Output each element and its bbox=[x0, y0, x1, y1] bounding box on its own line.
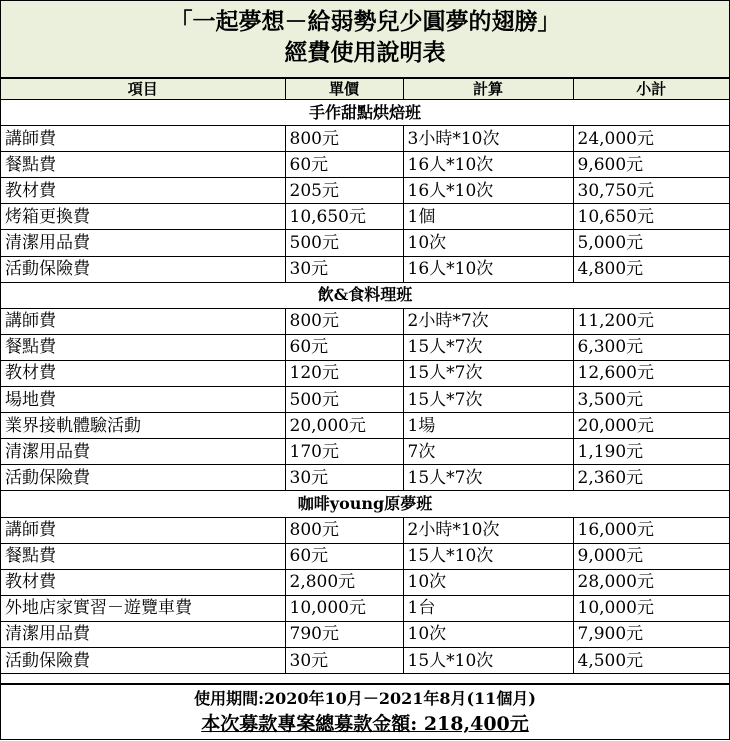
column-header: 計算 bbox=[403, 79, 573, 100]
unit-price-cell: 60元 bbox=[285, 152, 403, 178]
unit-price-cell: 60元 bbox=[285, 334, 403, 360]
subtotal-cell: 9,000元 bbox=[573, 543, 729, 569]
column-header: 單價 bbox=[285, 79, 403, 100]
subtotal-cell: 10,000元 bbox=[573, 595, 729, 621]
unit-price-cell: 800元 bbox=[285, 126, 403, 152]
calculation-cell: 10次 bbox=[403, 230, 573, 256]
subtotal-cell: 1,190元 bbox=[573, 439, 729, 465]
calculation-cell: 16人*10次 bbox=[403, 178, 573, 204]
unit-price-cell: 800元 bbox=[285, 517, 403, 543]
table-row bbox=[1, 439, 729, 465]
table-row bbox=[1, 413, 729, 439]
item-cell: 清潔用品費 bbox=[1, 439, 285, 465]
item-cell: 活動保險費 bbox=[1, 256, 285, 282]
section-title: 手作甜點烘焙班 bbox=[1, 100, 729, 126]
unit-price-cell: 30元 bbox=[285, 256, 403, 282]
item-cell: 活動保險費 bbox=[1, 465, 285, 491]
item-cell: 活動保險費 bbox=[1, 647, 285, 673]
calculation-cell: 16人*10次 bbox=[403, 152, 573, 178]
item-cell: 清潔用品費 bbox=[1, 621, 285, 647]
calculation-cell: 15人*10次 bbox=[403, 543, 573, 569]
budget-table bbox=[1, 78, 729, 674]
section-title: 飲&食料理班 bbox=[1, 282, 729, 308]
column-header: 項目 bbox=[1, 79, 285, 100]
unit-price-cell: 800元 bbox=[285, 308, 403, 334]
table-row bbox=[1, 204, 729, 230]
section-row bbox=[1, 491, 729, 517]
table-row bbox=[1, 569, 729, 595]
subtotal-cell: 11,200元 bbox=[573, 308, 729, 334]
subtotal-cell: 16,000元 bbox=[573, 517, 729, 543]
unit-price-cell: 790元 bbox=[285, 621, 403, 647]
table-row bbox=[1, 334, 729, 360]
unit-price-cell: 60元 bbox=[285, 543, 403, 569]
table-row bbox=[1, 465, 729, 491]
total-amount: 本次募款專案總募款金額: 218,400元 bbox=[201, 713, 529, 735]
subtotal-cell: 7,900元 bbox=[573, 621, 729, 647]
unit-price-cell: 205元 bbox=[285, 178, 403, 204]
item-cell: 場地費 bbox=[1, 387, 285, 413]
table-row bbox=[1, 126, 729, 152]
calculation-cell: 3小時*10次 bbox=[403, 126, 573, 152]
calculation-cell: 10次 bbox=[403, 621, 573, 647]
usage-period: 使用期間:2020年10月－2021年8月(11個月) bbox=[194, 689, 536, 708]
item-cell: 烤箱更換費 bbox=[1, 204, 285, 230]
item-cell: 講師費 bbox=[1, 126, 285, 152]
calculation-cell: 1台 bbox=[403, 595, 573, 621]
table-row bbox=[1, 152, 729, 178]
item-cell: 教材費 bbox=[1, 569, 285, 595]
table-row bbox=[1, 178, 729, 204]
calculation-cell: 1個 bbox=[403, 204, 573, 230]
item-cell: 講師費 bbox=[1, 308, 285, 334]
item-cell: 餐點費 bbox=[1, 543, 285, 569]
budget-table-body bbox=[1, 79, 729, 674]
section-row bbox=[1, 282, 729, 308]
item-cell: 業界接軌體驗活動 bbox=[1, 413, 285, 439]
calculation-cell: 15人*7次 bbox=[403, 387, 573, 413]
subtotal-cell: 28,000元 bbox=[573, 569, 729, 595]
subtotal-cell: 4,500元 bbox=[573, 647, 729, 673]
header-row bbox=[1, 79, 729, 100]
table-row bbox=[1, 647, 729, 673]
table-row bbox=[1, 308, 729, 334]
sheet-title: 經費使用說明表 bbox=[284, 39, 446, 66]
subtotal-cell: 12,600元 bbox=[573, 360, 729, 386]
table-row bbox=[1, 543, 729, 569]
subtotal-cell: 20,000元 bbox=[573, 413, 729, 439]
subtotal-cell: 6,300元 bbox=[573, 334, 729, 360]
calculation-cell: 10次 bbox=[403, 569, 573, 595]
calculation-cell: 16人*10次 bbox=[403, 256, 573, 282]
unit-price-cell: 2,800元 bbox=[285, 569, 403, 595]
unit-price-cell: 20,000元 bbox=[285, 413, 403, 439]
unit-price-cell: 170元 bbox=[285, 439, 403, 465]
item-cell: 教材費 bbox=[1, 360, 285, 386]
calculation-cell: 2小時*7次 bbox=[403, 308, 573, 334]
calculation-cell: 1場 bbox=[403, 413, 573, 439]
unit-price-cell: 10,000元 bbox=[285, 595, 403, 621]
subtotal-cell: 4,800元 bbox=[573, 256, 729, 282]
unit-price-cell: 30元 bbox=[285, 465, 403, 491]
unit-price-cell: 30元 bbox=[285, 647, 403, 673]
table-row bbox=[1, 387, 729, 413]
table-row bbox=[1, 360, 729, 386]
section-row bbox=[1, 100, 729, 126]
footer bbox=[1, 683, 729, 741]
calculation-cell: 7次 bbox=[403, 439, 573, 465]
unit-price-cell: 120元 bbox=[285, 360, 403, 386]
section-title: 咖啡young原夢班 bbox=[1, 491, 729, 517]
project-title: 「一起夢想－給弱勢兒少圓夢的翅膀」 bbox=[169, 8, 561, 35]
column-header: 小計 bbox=[573, 79, 729, 100]
calculation-cell: 15人*10次 bbox=[403, 647, 573, 673]
item-cell: 餐點費 bbox=[1, 152, 285, 178]
unit-price-cell: 10,650元 bbox=[285, 204, 403, 230]
table-row bbox=[1, 517, 729, 543]
calculation-cell: 2小時*10次 bbox=[403, 517, 573, 543]
subtotal-cell: 9,600元 bbox=[573, 152, 729, 178]
calculation-cell: 15人*7次 bbox=[403, 465, 573, 491]
item-cell: 餐點費 bbox=[1, 334, 285, 360]
unit-price-cell: 500元 bbox=[285, 387, 403, 413]
table-row bbox=[1, 230, 729, 256]
calculation-cell: 15人*7次 bbox=[403, 360, 573, 386]
item-cell: 清潔用品費 bbox=[1, 230, 285, 256]
subtotal-cell: 5,000元 bbox=[573, 230, 729, 256]
table-row bbox=[1, 256, 729, 282]
subtotal-cell: 3,500元 bbox=[573, 387, 729, 413]
calculation-cell: 15人*7次 bbox=[403, 334, 573, 360]
item-cell: 外地店家實習－遊覽車費 bbox=[1, 595, 285, 621]
item-cell: 教材費 bbox=[1, 178, 285, 204]
item-cell: 講師費 bbox=[1, 517, 285, 543]
title-block bbox=[1, 1, 729, 78]
table-row bbox=[1, 595, 729, 621]
subtotal-cell: 2,360元 bbox=[573, 465, 729, 491]
subtotal-cell: 24,000元 bbox=[573, 126, 729, 152]
subtotal-cell: 30,750元 bbox=[573, 178, 729, 204]
subtotal-cell: 10,650元 bbox=[573, 204, 729, 230]
table-row bbox=[1, 621, 729, 647]
unit-price-cell: 500元 bbox=[285, 230, 403, 256]
